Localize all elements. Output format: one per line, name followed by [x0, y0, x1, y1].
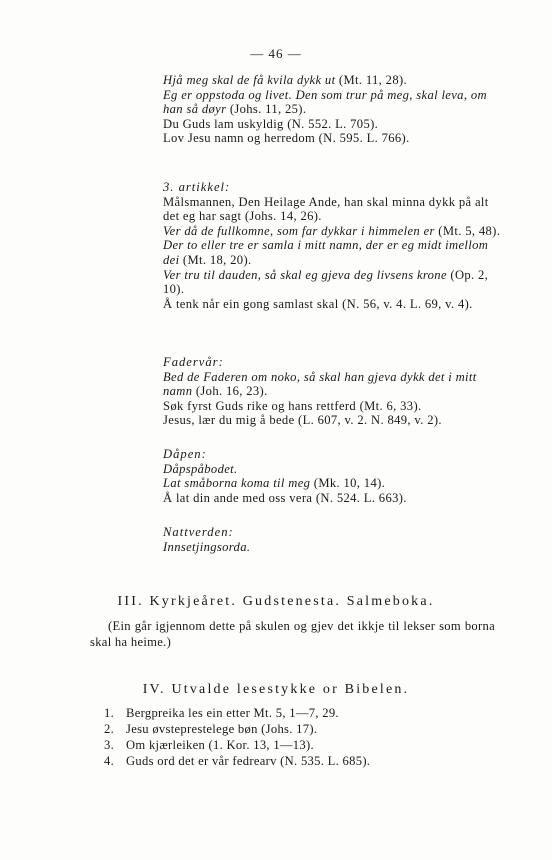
- section-communion: [163, 525, 503, 554]
- hymn-line: Lov Jesu namn og herredom (N. 595. L. 766).: [163, 131, 410, 146]
- verse-line: Hjå meg skal de få kvila dykk ut (Mt. 11, 28).: [163, 73, 408, 87]
- reading-list: [104, 705, 504, 769]
- verse-line: Innsetjingsorda.: [163, 539, 251, 554]
- hymn-line: Jesus, lær du mig å bede (L. 607, v. 2. N. 849, v. 2).: [163, 413, 442, 428]
- section-heading: Nattverden:: [163, 525, 234, 539]
- section-heading: Dåpen:: [163, 447, 207, 461]
- verse-line: Dåpspåbodet.: [163, 461, 238, 476]
- verse-line: Søk fyrst Guds rike og hans rettferd (Mt. 6, 33).: [163, 398, 422, 413]
- section-heading: Fadervår:: [163, 355, 224, 369]
- list-item: 3. Om kjærleiken (1. Kor. 13, 1—13).: [104, 738, 314, 752]
- hymn-line: Å tenk når ein gong samlast skal (N. 56, v. 4. L. 69, v. 4).: [163, 296, 473, 311]
- list-item: 1. Bergpreika les ein etter Mt. 5, 1—7, 29.: [104, 706, 339, 720]
- verse-line: Bed de Faderen om noko, så skal han gjeva dykk det i mitt namn (Joh. 16, 23).: [163, 369, 477, 399]
- chapter-3-note: (Ein går igjennom dette på skulen og gjev det ikkje til lekser som borna skal ha heime.): [90, 619, 495, 649]
- list-item: 2. Jesu øvsteprestelege bøn (Johs. 17).: [104, 722, 318, 736]
- section-article-3: [163, 180, 503, 311]
- verse-line: Ver då de fullkomne, som far dykkar i himmelen er (Mt. 5, 48).: [163, 223, 501, 238]
- section-lords-prayer: [163, 355, 503, 428]
- chapter-3-title: III. Kyrkjeåret. Gudstenesta. Salmeboka.: [117, 594, 435, 609]
- list-item: 4. Guds ord det er vår fedrearv (N. 535. L. 685).: [104, 754, 371, 768]
- section-verses-intro: [163, 73, 503, 146]
- verse-line: Eg er oppstoda og livet. Den som trur på meg, skal leva, om han så døyr (Johs. 11, 25).: [163, 87, 487, 117]
- verse-line: Lat småborna koma til meg (Mk. 10, 14).: [163, 476, 386, 491]
- page-number: — 46 —: [250, 46, 302, 61]
- chapter-4-title: IV. Utvalde lesestykke or Bibelen.: [142, 682, 410, 697]
- verse-line: Der to eller tre er samla i mitt namn, der er eg midt imellom dei (Mt. 18, 20).: [163, 238, 489, 267]
- verse-line: Målsmannen, Den Heilage Ande, han skal minna dykk på alt det eg har sagt (Johs. 14, 26).: [163, 194, 489, 224]
- hymn-line: Å lat din ande med oss vera (N. 524. L. 663).: [163, 490, 407, 505]
- section-heading: 3. artikkel:: [163, 180, 231, 194]
- hymn-line: Du Guds lam uskyldig (N. 552. L. 705).: [163, 116, 379, 131]
- section-baptism: [163, 447, 503, 505]
- verse-line: Ver tru til dauden, så skal eg gjeva deg livsens krone (Op. 2, 10).: [163, 267, 489, 297]
